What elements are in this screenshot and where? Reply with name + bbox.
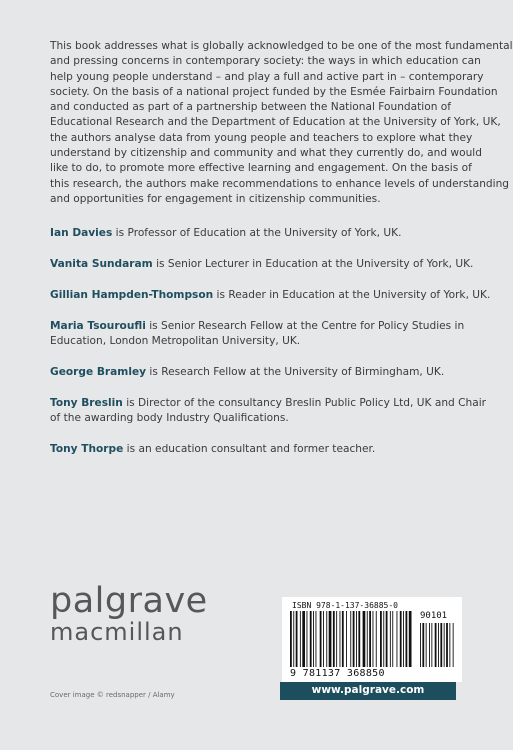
barcode-bar bbox=[390, 611, 391, 667]
barcode-bar bbox=[290, 611, 292, 667]
barcode-bar bbox=[316, 611, 317, 667]
barcode-bar bbox=[363, 611, 366, 667]
barcode-addon-bar bbox=[444, 623, 445, 667]
barcode-bar bbox=[392, 611, 393, 667]
publisher-logo bbox=[50, 583, 208, 645]
author-name: Vanita Sundaram bbox=[50, 258, 153, 270]
author-description: of the awarding body Industry Qualifications. bbox=[50, 412, 289, 425]
author-bio bbox=[50, 442, 375, 457]
barcode-bar bbox=[380, 611, 382, 667]
description-line: This book addresses what is globally acknowledged to be one of the most fundamental bbox=[50, 40, 513, 52]
barcode-addon-bar bbox=[422, 623, 424, 667]
author-bio bbox=[50, 319, 464, 350]
author-bio bbox=[50, 257, 473, 272]
description-line: and pressing concerns in contemporary society: the ways in which education can bbox=[50, 55, 481, 68]
barcode-addon-bar bbox=[453, 623, 454, 667]
author-name: Tony Thorpe bbox=[50, 443, 124, 455]
barcode-digits: 9 781137 368850 bbox=[290, 668, 385, 679]
barcode-addon-digits: 90101 bbox=[420, 611, 448, 621]
barcode-bar bbox=[373, 611, 374, 667]
barcode-bar bbox=[333, 611, 335, 667]
author-bio bbox=[50, 226, 401, 241]
author-bio-line bbox=[50, 396, 486, 411]
author-bio bbox=[50, 288, 490, 303]
author-bio-line bbox=[50, 334, 464, 349]
barcode-bar bbox=[400, 611, 402, 667]
author-bio-line bbox=[50, 411, 486, 426]
barcode-bar bbox=[356, 611, 357, 667]
barcode-addon-bar bbox=[446, 623, 448, 667]
barcode-addon-bar bbox=[426, 623, 427, 667]
book-description bbox=[50, 39, 513, 207]
barcode-addon-bar bbox=[431, 623, 432, 667]
author-description: is Senior Research Fellow at the Centre for Policy Studies in bbox=[145, 320, 465, 332]
barcode-bar bbox=[376, 611, 377, 667]
author-bio-line bbox=[50, 442, 375, 457]
barcode-bar bbox=[409, 611, 412, 667]
barcode-bar bbox=[397, 611, 398, 667]
barcode-bar bbox=[340, 611, 341, 667]
barcode-bar bbox=[296, 611, 298, 667]
barcode-addon-bar bbox=[449, 623, 450, 667]
author-name: Tony Breslin bbox=[50, 397, 123, 409]
author-name: Ian Davies bbox=[50, 227, 113, 239]
barcode-bar bbox=[353, 611, 355, 667]
description-line: and opportunities for engagement in citizenship communities. bbox=[50, 192, 381, 205]
barcode-bar bbox=[323, 611, 324, 667]
barcode-bar bbox=[326, 611, 327, 667]
author-description: is Director of the consultancy Breslin Public Policy Ltd, UK and Chair bbox=[122, 397, 487, 409]
cover-image-credit: Cover image © redsnapper / Alamy bbox=[50, 691, 175, 699]
description-line: like to do, to promote more effective learning and engagement. On the basis of bbox=[50, 162, 472, 175]
barcode-addon-bar bbox=[435, 623, 437, 667]
barcode-addon-bar bbox=[429, 623, 430, 667]
author-bio-line bbox=[50, 365, 444, 380]
author-description: is Professor of Education at the University of York, UK. bbox=[112, 227, 402, 239]
barcode-addon-bar bbox=[438, 623, 439, 667]
isbn-text: ISBN 978-1-137-36885-0 bbox=[292, 601, 398, 610]
author-description: is Senior Lecturer in Education at the University of York, UK. bbox=[152, 258, 474, 270]
logo-line-palgrave: palgrave bbox=[50, 581, 208, 621]
author-bio-line bbox=[50, 288, 490, 303]
barcode-bar bbox=[320, 611, 322, 667]
barcode-bar bbox=[336, 611, 337, 667]
barcode-bar bbox=[310, 611, 312, 667]
website-bar bbox=[280, 682, 456, 700]
barcode-addon-bar bbox=[440, 623, 442, 667]
barcode-bar bbox=[386, 611, 388, 667]
author-bio-line bbox=[50, 226, 401, 241]
barcode-bar bbox=[350, 611, 351, 667]
barcode-bar bbox=[329, 611, 332, 667]
description-line: this research, the authors make recommendations to enhance levels of understanding bbox=[50, 177, 510, 190]
barcode-bar bbox=[302, 611, 305, 667]
author-description: is an education consultant and former teacher. bbox=[123, 443, 376, 455]
barcode-bar bbox=[313, 611, 314, 667]
description-line: help young people understand – and play a full and active part in – contemporary bbox=[50, 70, 484, 83]
barcode-bar bbox=[367, 611, 368, 667]
website-link[interactable]: www.palgrave.com bbox=[311, 684, 425, 696]
author-bio-line bbox=[50, 319, 464, 334]
barcode-addon-bar bbox=[420, 623, 421, 667]
barcode-bar bbox=[307, 611, 308, 667]
description-line: Educational Research and the Department of Education at the University of York, UK, bbox=[50, 116, 501, 129]
author-bio-line bbox=[50, 257, 473, 272]
barcode-bar bbox=[293, 611, 294, 667]
isbn-barcode bbox=[282, 597, 462, 682]
barcode-bar bbox=[342, 611, 344, 667]
description-line: the authors analyse data from young people and teachers to explore what they bbox=[50, 131, 473, 144]
author-description: Education, London Metropolitan University, UK. bbox=[50, 335, 301, 348]
barcode-bar bbox=[358, 611, 360, 667]
author-description: is Research Fellow at the University of Birmingham, UK. bbox=[146, 366, 445, 378]
barcode-bar bbox=[406, 611, 408, 667]
description-line: and conducted as part of a partnership between the National Foundation of bbox=[50, 101, 451, 114]
description-line: understand by citizenship and community and what they currently do, and would bbox=[50, 147, 482, 160]
barcode-bar bbox=[383, 611, 384, 667]
barcode-bar bbox=[300, 611, 301, 667]
author-name: Maria Tsouroufli bbox=[50, 320, 146, 332]
author-description: is Reader in Education at the University of York, UK. bbox=[213, 289, 491, 301]
barcode-bar bbox=[403, 611, 404, 667]
author-bio bbox=[50, 396, 486, 427]
description-line: society. On the basis of a national project funded by the Esmée Fairbairn Foundation bbox=[50, 85, 498, 98]
barcode-bar bbox=[369, 611, 371, 667]
barcode-bar bbox=[346, 611, 347, 667]
logo-line-macmillan: macmillan bbox=[50, 618, 184, 646]
author-name: George Bramley bbox=[50, 366, 147, 378]
author-name: Gillian Hampden-Thompson bbox=[50, 289, 214, 301]
author-bio bbox=[50, 365, 444, 380]
